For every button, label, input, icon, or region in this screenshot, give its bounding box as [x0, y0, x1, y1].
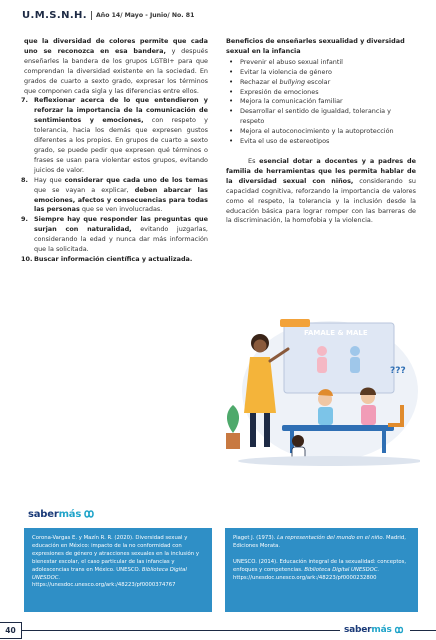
list-item [21, 215, 208, 255]
question-marks: ??? [390, 366, 406, 376]
logo-text: saber [28, 508, 59, 520]
child-shirt [318, 407, 333, 425]
intro-paragraph [24, 37, 208, 96]
item-rest: evitando juzgarlas, considerando la edad y nunca dar más información que la solicitada. [34, 225, 208, 254]
intro-rest: y después enseñarles la bandera de los grupos LGTBI+ para que comprendan la diversidad existente en la sociedad. En grados de cuarto a sexto grado, expresar los términos que componen cada sigla y las diferencias entre ellos. [24, 46, 208, 95]
reference-link: https://unesdoc.unesco.org/ark:/48223/pf0000374767 [32, 582, 176, 589]
reference-tail: Madrid, Ediciones Morata. [233, 535, 406, 549]
item-bold: Siempre hay que responder las preguntas que surjan con naturalidad, [34, 215, 208, 234]
list-item [21, 254, 208, 265]
issue-info: Año 14/ Mayo - Junio/ No. 81 [96, 11, 195, 19]
reference-text: Piaget J. (1973). [233, 535, 276, 541]
board-figure-body [350, 357, 360, 373]
list-item [21, 96, 208, 175]
page-number: 40 [0, 622, 22, 639]
footer-logo [340, 624, 410, 636]
board-figure-body [317, 357, 327, 373]
item-bold-2: deben abarcar las emociones, afectos y consecuencias para todas las personas [34, 185, 208, 214]
table-leg [382, 431, 386, 453]
para-rest: considerando su capacidad cognitiva, reforzando la importancia de valores como el respeto, la tolerancia y la inclusión desde la educación básica para lograr romper con las barreras de la discriminación, la homofobia y la violencia. [226, 176, 416, 225]
reference-italic: Biblioteca Digital UNESDOC. [304, 566, 380, 573]
board-figure-head [350, 346, 360, 356]
item-bold: considerar que cada uno de los temas [64, 175, 208, 184]
sabermas-logo [28, 507, 97, 521]
reference-entry [233, 535, 410, 551]
reference-text: Corona-Vargas E. y Mazín R. R. (2020). Diversidad sexual y educación en México: impacto de la no conformidad con expresiones de género y atracciones sexuales en la inclusión y bienestar escolar, el caso particular de las infancias y adolescencias trans en México. UNESCO. [32, 535, 199, 573]
plant-pot [226, 433, 240, 449]
references-box-right [225, 528, 418, 612]
reference-entry [233, 559, 410, 583]
logo-text: saber [344, 625, 372, 635]
bullet-item: • Prevenir el abuso sexual infantil [226, 58, 416, 68]
teacher-leg [264, 413, 270, 447]
left-column [21, 37, 208, 265]
para-pre: Es [248, 156, 260, 165]
footer-infinity-icon [392, 624, 406, 636]
right-column [226, 37, 416, 226]
bullet-tail: escolar [307, 77, 331, 86]
bullet-item: • Mejora el autoconocimiento y la autoprotección [226, 127, 416, 137]
section-heading: Beneficios de enseñarles sexualidad y diversidad sexual en la infancia [226, 37, 405, 55]
header-divider [91, 11, 92, 20]
board-figure-head [317, 346, 327, 356]
bullet-item: • Evitar la violencia de género [226, 68, 416, 78]
list-item [21, 175, 208, 216]
reference-link: https://unesdoc.unesco.org/ark:/48223/pf0000232800 [233, 574, 377, 581]
logo-infinity-icon [81, 507, 97, 521]
reference-text: UNESCO. (2014). Educación integral de la sexualidad: conceptos, enfoques y competencias. [233, 558, 407, 573]
closing-paragraph [226, 157, 416, 226]
bullet-item [226, 78, 416, 88]
journal-brand: U.M.S.N.H. [22, 9, 88, 21]
teacher-leg [250, 413, 256, 447]
board-label: FAMALE & MALE [304, 329, 368, 337]
item-bold: Buscar información científica y actualizada. [34, 254, 193, 263]
plant-leaves [227, 405, 239, 433]
item-number: 7. [21, 96, 28, 105]
page-footer [0, 620, 436, 640]
chair-back [400, 405, 404, 427]
reference-entry [32, 535, 204, 590]
child-head [292, 435, 304, 447]
item-rest: con respeto y tolerancia, hacia los demás que expresen gustos diferentes a los propios. En grupos de cuarto a sexto grado, se puede pedir que expresen qué términos o frases se usan para violentar estos grupos, evitando juicios de valor. [34, 116, 208, 174]
bullet-text: Rechazar el [240, 77, 278, 86]
footer-logo-wordmark [344, 625, 392, 635]
bullet-item: • Expresión de emociones [226, 88, 416, 98]
item-bold: Reflexionar acerca de lo que entendieron y reforzar la importancia de la comunicación de sentimientos y emociones, [34, 96, 208, 125]
bullet-item: • Mejora la comunicación familiar [226, 97, 416, 107]
bullet-italic: bullying [279, 77, 306, 86]
classroom-scene [220, 313, 420, 473]
reference-italic: La representación del mundo en el niño. [277, 535, 385, 541]
references-box-left [24, 528, 212, 612]
classroom-table [282, 425, 394, 431]
child-shirt [361, 405, 376, 425]
item-number: 8. [21, 175, 28, 184]
item-mid: que se vayan a explicar, [34, 185, 135, 194]
floor-shadow [238, 456, 420, 466]
logo-accent: más [58, 508, 82, 520]
item-number: 10. [21, 254, 33, 263]
bullet-item: • Desarrollar el sentido de igualdad, tolerancia y respeto [226, 107, 416, 127]
reference-italic: Biblioteca Digital UNESDOC. [32, 566, 187, 581]
teacher-head [254, 340, 267, 353]
item-number: 9. [21, 215, 28, 224]
benefits-list [226, 58, 416, 147]
para-bold: esencial dotar a docentes y a padres de familia de herramientas que les permita hablar de la diversidad sexual con niños, [226, 156, 416, 185]
logo-wordmark [28, 509, 81, 520]
item-rest: que se ven involucradas. [79, 205, 163, 214]
logo-accent: más [371, 625, 392, 635]
classroom-illustration [220, 313, 420, 473]
recommendation-list [21, 96, 208, 264]
page-header [22, 8, 426, 22]
intro-bold: que la diversidad de colores permite que cada uno se reconozca en esa bandera, [24, 37, 208, 55]
board-tab [280, 319, 310, 327]
item-pre: Hay que [34, 175, 65, 184]
bullet-item: • Evita el uso de estereotipos [226, 137, 416, 147]
